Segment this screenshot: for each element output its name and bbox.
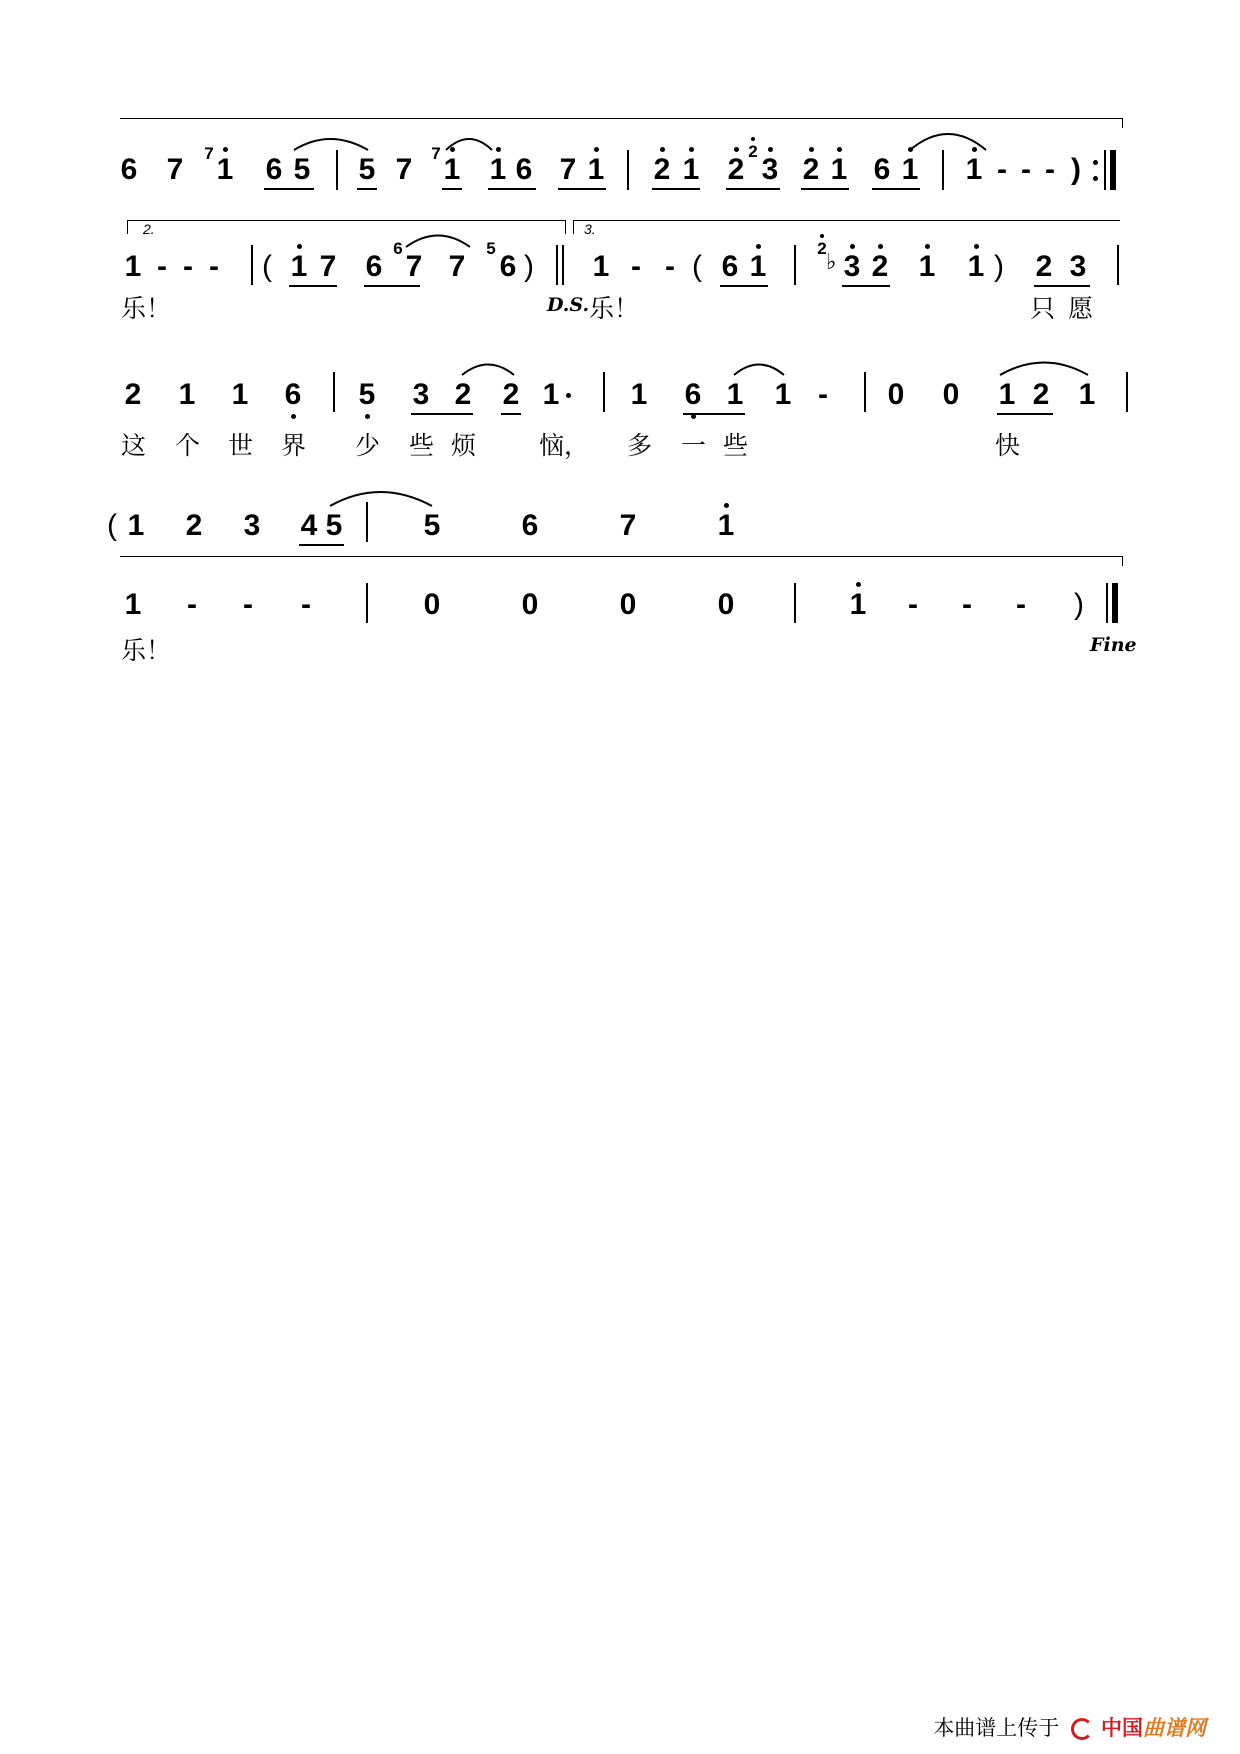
note: 0: [521, 588, 539, 621]
note: ): [1071, 153, 1081, 186]
note: 6: [684, 378, 702, 411]
note: -: [1021, 153, 1031, 186]
note: 1: [918, 250, 936, 283]
note: -: [908, 588, 918, 621]
note: 7: [166, 153, 184, 186]
note: 0: [717, 588, 735, 621]
note: 1: [682, 153, 700, 186]
note: 2: [653, 153, 671, 186]
note: 2: [802, 153, 820, 186]
slur: [406, 236, 470, 248]
lyric: 少: [355, 431, 381, 460]
slur: [446, 139, 492, 150]
note: 1: [542, 378, 560, 411]
note: -: [997, 153, 1007, 186]
slur: [910, 134, 986, 150]
lyric: 世: [228, 431, 254, 460]
note: 5: [293, 153, 311, 186]
note: 7: [395, 153, 413, 186]
note: -: [243, 588, 253, 621]
note: 1: [231, 378, 249, 411]
ending-label: 3.: [584, 221, 596, 237]
slur: [734, 365, 784, 376]
note: 6: [284, 378, 302, 411]
lyric: 一: [681, 431, 707, 460]
note: 7: [448, 250, 466, 283]
note: 2: [1035, 250, 1053, 283]
note: -: [962, 588, 972, 621]
lyric: 这: [121, 431, 147, 460]
note: -: [157, 250, 167, 283]
lyric: 界: [281, 431, 307, 460]
note: -: [183, 250, 193, 283]
slur: [462, 365, 514, 376]
lyric: 多: [627, 431, 653, 460]
note: 6: [515, 153, 533, 186]
brand-site[interactable]: 曲谱网: [1143, 1716, 1206, 1740]
note: 1: [124, 588, 142, 621]
lyric: 些: [409, 431, 435, 460]
note: 1: [443, 153, 461, 186]
grace-note: 2: [817, 239, 827, 258]
note: 3: [1069, 250, 1087, 283]
note: 2: [871, 250, 889, 283]
note: 2: [124, 378, 142, 411]
lyric: 恼，: [539, 431, 590, 460]
note: 2: [454, 378, 472, 411]
note: 2: [185, 509, 203, 542]
site-footer: [933, 1712, 1206, 1742]
note: 0: [423, 588, 441, 621]
note: 6: [120, 153, 138, 186]
note: 2: [727, 153, 745, 186]
note: 7: [319, 250, 337, 283]
note: 6: [265, 153, 283, 186]
note: 1: [830, 153, 848, 186]
grace-note: 7: [431, 144, 441, 163]
upload-text: 本曲谱上传于: [933, 1717, 1060, 1740]
note: -: [665, 250, 675, 283]
note: 1: [717, 509, 735, 542]
lyric: 个: [175, 431, 201, 460]
note: 6: [721, 250, 739, 283]
lyric: 只: [1030, 294, 1056, 323]
note: 5: [325, 509, 343, 542]
slur: [330, 492, 432, 506]
note: 1: [849, 588, 867, 621]
paren: ): [994, 250, 1004, 283]
note: -: [631, 250, 641, 283]
note: 1: [901, 153, 919, 186]
note: 6: [365, 250, 383, 283]
lyric: 愿: [1068, 294, 1094, 323]
lyric: 快: [995, 431, 1021, 460]
slur: [294, 139, 368, 150]
note: 6: [499, 250, 517, 283]
flat-sign: ♭: [826, 250, 837, 275]
fine-mark: Fine: [1090, 634, 1137, 656]
paren: (: [262, 250, 272, 283]
note: -: [818, 378, 828, 411]
note: -: [1045, 153, 1055, 186]
ds-mark: D.S.: [547, 294, 590, 316]
note: 0: [942, 378, 960, 411]
lyric: 乐！: [121, 636, 172, 665]
note: 7: [559, 153, 577, 186]
note: 1: [489, 153, 507, 186]
note: -: [1016, 588, 1026, 621]
note: 4: [300, 509, 318, 542]
grace-note: 2: [748, 142, 758, 161]
note: 1: [124, 250, 142, 283]
note: 1: [216, 153, 234, 186]
note: 1: [726, 378, 744, 411]
paren: (: [692, 250, 702, 283]
note: 2: [502, 378, 520, 411]
note: 2: [1032, 378, 1050, 411]
note: 5: [358, 153, 376, 186]
note: 1: [998, 378, 1016, 411]
note: -: [301, 588, 311, 621]
note: 3: [843, 250, 861, 283]
lyric: 烦: [451, 431, 477, 460]
note: 5: [358, 378, 376, 411]
note: 1: [630, 378, 648, 411]
lyric: 乐！: [589, 294, 640, 323]
note: 3: [412, 378, 430, 411]
note: 1: [127, 509, 145, 542]
lyric: 乐！: [121, 294, 172, 323]
note: 6: [873, 153, 891, 186]
note: -: [187, 588, 197, 621]
note: 0: [887, 378, 905, 411]
slur: [1000, 363, 1088, 376]
grace-note: 7: [204, 144, 214, 163]
note: 1: [178, 378, 196, 411]
lyric: 些: [723, 431, 749, 460]
note: 7: [619, 509, 637, 542]
site-logo-icon: [1071, 1718, 1093, 1740]
ending-label: 2.: [143, 221, 155, 237]
note: -: [209, 250, 219, 283]
brand-cn[interactable]: 中国: [1101, 1716, 1143, 1740]
note: 3: [243, 509, 261, 542]
paren: (: [107, 509, 117, 542]
note: 1: [1078, 378, 1096, 411]
note: 1: [587, 153, 605, 186]
note: 1: [749, 250, 767, 283]
note: 1: [290, 250, 308, 283]
note: 6: [521, 509, 539, 542]
note: 0: [619, 588, 637, 621]
note: 1: [774, 378, 792, 411]
note: 1: [592, 250, 610, 283]
grace-note: 5: [486, 239, 496, 258]
paren: ): [1074, 588, 1084, 621]
note: 1: [965, 153, 983, 186]
note: 3: [761, 153, 779, 186]
paren: ): [524, 250, 534, 283]
note: 1: [967, 250, 985, 283]
note: 5: [423, 509, 441, 542]
grace-note: 6: [393, 239, 403, 258]
note: 7: [405, 250, 423, 283]
